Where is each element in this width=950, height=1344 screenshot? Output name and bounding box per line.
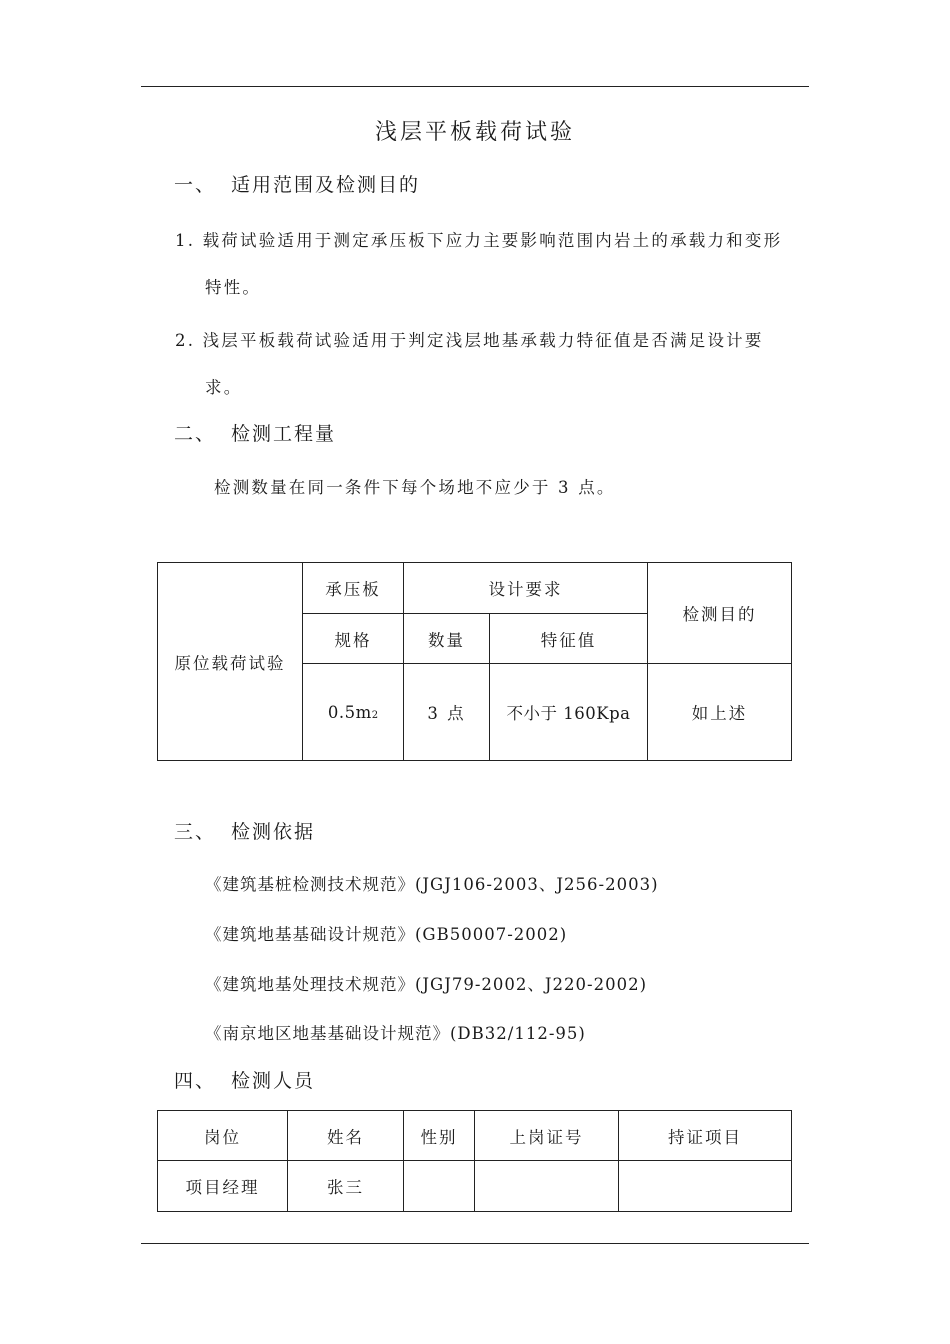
purpose-value-cell: 如上述	[648, 664, 792, 761]
header-rule	[141, 86, 809, 87]
plate-spec-header-cell: 规格	[303, 614, 404, 664]
qty-value-cell: 3 点	[404, 664, 490, 761]
section-number: 一、	[174, 174, 217, 196]
section-title: 检测人员	[231, 1070, 316, 1092]
table-header-row	[158, 1111, 792, 1161]
header-cell: 姓名	[288, 1111, 404, 1161]
section-title: 适用范围及检测目的	[231, 174, 421, 196]
section-heading-4	[174, 1066, 315, 1093]
row-label-cell: 原位载荷试验	[158, 563, 303, 761]
table-cell	[619, 1161, 792, 1212]
table-cell	[475, 1161, 619, 1212]
item-1-line-1: 1. 载荷试验适用于测定承压板下应力主要影响范围内岩土的承载力和变形	[175, 231, 783, 250]
plate-header-cell: 承压板	[303, 563, 404, 614]
quantity-text: 检测数量在同一条件下每个场地不应少于 3 点。	[214, 478, 616, 497]
section-title: 检测工程量	[231, 423, 337, 445]
test-spec-table	[157, 562, 792, 761]
table-cell: 张三	[288, 1161, 404, 1212]
header-cell: 上岗证号	[475, 1111, 619, 1161]
purpose-header-cell: 检测目的	[648, 563, 792, 664]
qty-header-cell: 数量	[404, 614, 490, 664]
table-cell	[404, 1161, 475, 1212]
personnel-table	[157, 1110, 792, 1212]
reference-item: 《建筑基桩检测技术规范》(JGJ106-2003、J256-2003)	[205, 875, 659, 894]
footer-rule	[141, 1243, 809, 1244]
table-row	[158, 1161, 792, 1212]
reference-item: 《建筑地基基础设计规范》(GB50007-2002)	[205, 925, 568, 944]
reference-item: 《建筑地基处理技术规范》(JGJ79-2002、J220-2002)	[205, 975, 648, 994]
plate-value-subscript: 2	[371, 709, 379, 721]
char-value-cell: 不小于 160Kpa	[490, 664, 648, 761]
plate-value-cell	[303, 664, 404, 761]
header-cell: 岗位	[158, 1111, 288, 1161]
item-1-line-2: 特性。	[205, 278, 262, 297]
section-heading-2	[174, 419, 336, 446]
design-header-cell: 设计要求	[404, 563, 648, 614]
section-number: 三、	[174, 821, 217, 843]
char-header-cell: 特征值	[490, 614, 648, 664]
section-heading-3	[174, 817, 315, 844]
item-2-line-1: 2. 浅层平板载荷试验适用于判定浅层地基承载力特征值是否满足设计要	[175, 331, 764, 350]
plate-value: 0.5m	[327, 702, 372, 722]
page-title: 浅层平板载荷试验	[374, 120, 575, 145]
table-cell: 项目经理	[158, 1161, 288, 1212]
header-cell: 持证项目	[619, 1111, 792, 1161]
section-number: 二、	[174, 423, 217, 445]
section-title: 检测依据	[231, 821, 316, 843]
header-cell: 性别	[404, 1111, 475, 1161]
section-heading-1	[174, 170, 420, 197]
section-number: 四、	[174, 1070, 217, 1092]
reference-item: 《南京地区地基基础设计规范》(DB32/112-95)	[205, 1024, 586, 1043]
item-2-line-2: 求。	[205, 378, 243, 397]
